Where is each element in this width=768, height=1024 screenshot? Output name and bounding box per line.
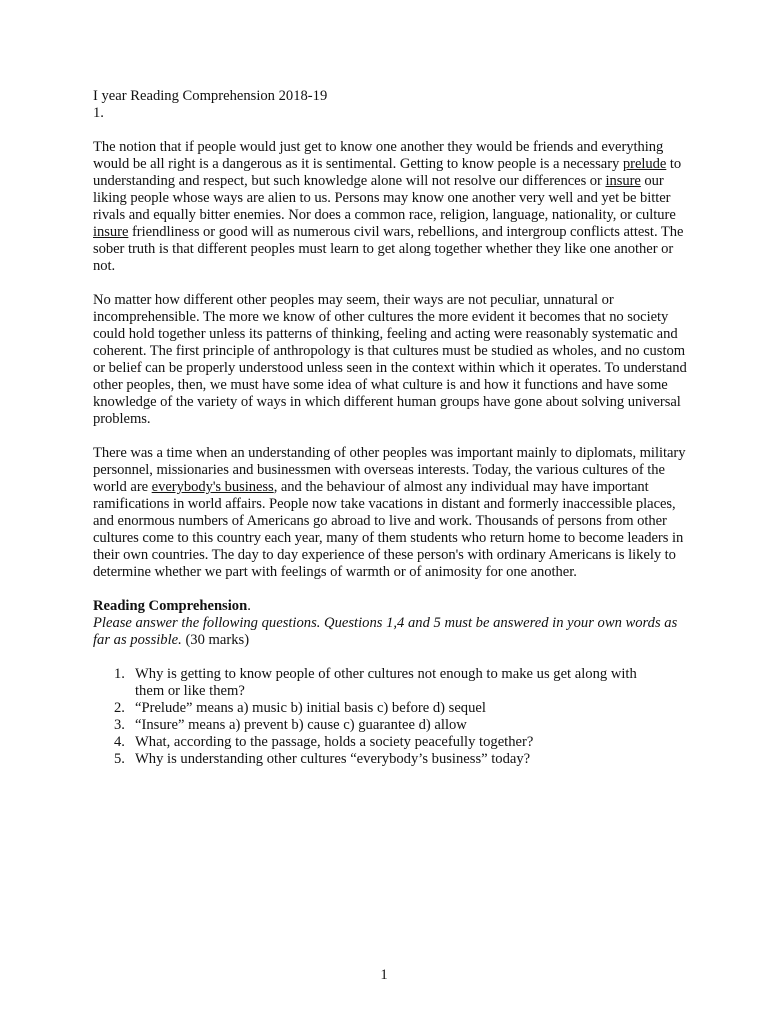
underlined-word-insure: insure <box>605 173 641 189</box>
page-number: 1 <box>380 967 388 983</box>
question-text: “Prelude” means a) music b) initial basis c) before d) sequel <box>135 700 486 716</box>
section-heading <box>93 598 693 615</box>
p1-text-b: to understanding and respect, but such knowledge alone will not resolve our differences or <box>93 156 682 189</box>
p3-text-b: , and the behaviour of almost any individual may have important ramifications in world affairs. People now take vacations in distant and formerly inaccessible places, and enormous numbers of Americans go abroad to live and work. Thousands of persons from other cultures come to this country each year, many of them students who return home to become leaders in their own countries. The day to day experience of these person's with ordinary Americans is likely to determine whether we part with feelings of warmth or of animosity for one another. <box>93 479 684 580</box>
question-item <box>93 751 655 768</box>
passage-paragraph-1 <box>93 139 693 275</box>
marks-text: (30 marks) <box>181 632 250 648</box>
p1-text-a: The notion that if people would just get to know one another they would be friends and everything would be all right is a dangerous as it is sentimental. Getting to know people is a necessary <box>93 139 664 172</box>
passage-paragraph-3 <box>93 445 693 581</box>
instructions-text: Please answer the following questions. Questions 1,4 and 5 must be answered in your own words as far as possible. <box>93 615 678 648</box>
section-heading-period: . <box>247 598 251 614</box>
underlined-word-prelude: prelude <box>622 156 667 172</box>
question-text: Why is understanding other cultures “everybody’s business” today? <box>135 751 531 767</box>
question-item <box>93 666 655 700</box>
question-number: 1. <box>114 666 125 682</box>
document-page <box>93 88 693 768</box>
passage-number: 1. <box>93 105 104 121</box>
p1-text-c: our liking people whose ways are alien to us. Persons may know one another very well and yet be bitter rivals and equally bitter enemies. Nor does a common race, religion, language, nationality, or culture <box>93 173 676 223</box>
underlined-word-insure-2: insure <box>93 224 129 240</box>
question-item <box>93 700 655 717</box>
question-text: What, according to the passage, holds a society peacefully together? <box>135 734 534 750</box>
question-number: 4. <box>114 734 125 750</box>
question-text: “Insure” means a) prevent b) cause c) guarantee d) allow <box>135 717 467 733</box>
question-number: 5. <box>114 751 125 767</box>
section-heading-text: Reading Comprehension <box>93 598 248 614</box>
p3-text-a: There was a time when an understanding of other peoples was important mainly to diplomats, military personnel, missionaries and businessmen with overseas interests. Today, the various cultures of the world are <box>93 445 686 495</box>
question-item <box>93 734 655 751</box>
question-number: 3. <box>114 717 125 733</box>
question-text: Why is getting to know people of other cultures not enough to make us get along with them or like them? <box>135 666 637 699</box>
passage-paragraph-2: No matter how different other peoples may seem, their ways are not peculiar, unnatural or incomprehensible. The more we know of other cultures the more evident it becomes that no society could hold together unless its patterns of thinking, feeling and acting were reasonably systematic and coherent. The first principle of anthropology is that cultures must be studied as wholes, and no custom or belief can be properly understood unless seen in the context within which it operates. To understand other peoples, then, we must have some idea of what culture is and how it functions and have some knowledge of the variety of ways in which different human groups have gone about solving universal problems. <box>93 292 687 427</box>
instructions <box>93 615 693 649</box>
p1-text-d: friendliness or good will as numerous civil wars, rebellions, and intergroup conflicts attest. The sober truth is that different peoples must learn to get along together whether they like one another or not. <box>93 224 684 274</box>
question-item <box>93 717 655 734</box>
underlined-phrase-everybodys-business: everybody's business <box>151 479 274 495</box>
question-number: 2. <box>114 700 125 716</box>
question-list <box>93 666 693 768</box>
document-title: I year Reading Comprehension 2018-19 <box>93 88 328 104</box>
